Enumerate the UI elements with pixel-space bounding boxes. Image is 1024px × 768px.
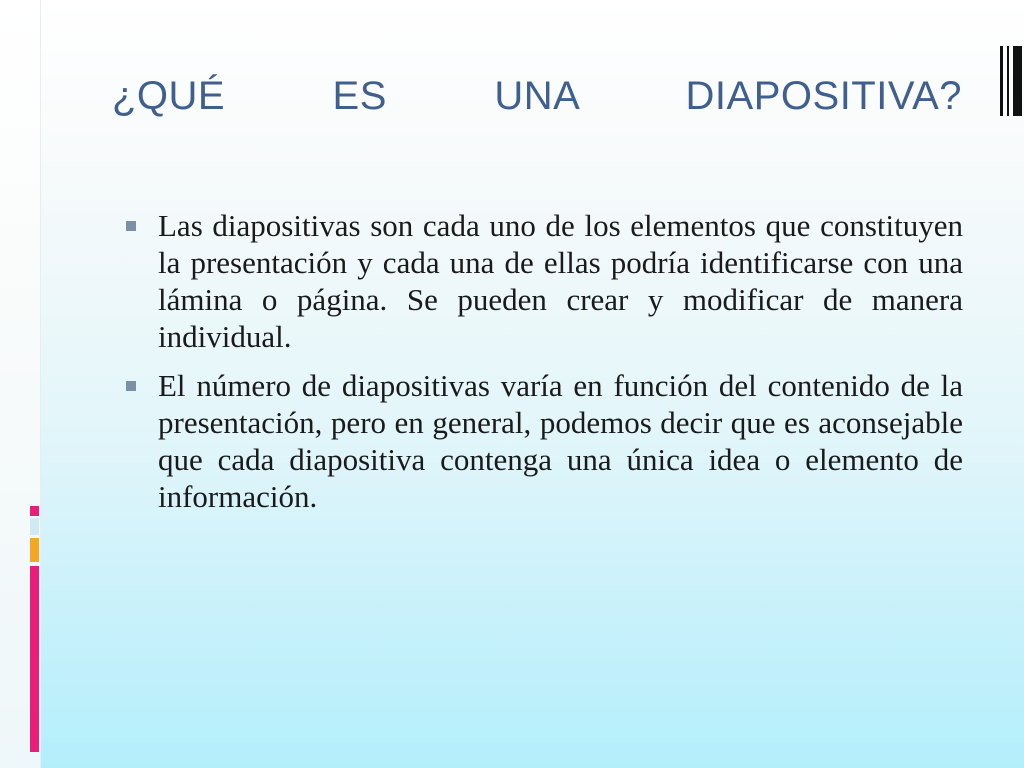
title-decor-line [1013, 46, 1022, 116]
bullet-item [120, 207, 963, 355]
title-decor-line [1007, 46, 1009, 116]
bullet-item [120, 367, 963, 515]
slide-body [120, 207, 963, 527]
square-bullet-icon [126, 381, 136, 391]
slide-title: ¿QUÉ ES UNA DIAPOSITIVA? [112, 74, 962, 118]
accent-bar-pink-top [30, 506, 39, 516]
square-bullet-icon [126, 221, 136, 231]
accent-bar-blue [30, 518, 39, 535]
accent-bar-pink [30, 566, 39, 752]
bullet-text: El número de diapositivas varía en función del contenido de la presentación, pero en general, podemos decir que es aconsejable que cada diapositiva contenga una única idea o elemento de información. [158, 368, 963, 514]
title-decor-line [1000, 46, 1003, 116]
accent-bar-orange [30, 538, 39, 562]
bullet-text: Las diapositivas son cada uno de los elementos que constituyen la presentación y cada una de ellas podría identificarse con una lámina o página. Se pueden crear y modificar de manera individual. [158, 208, 963, 354]
